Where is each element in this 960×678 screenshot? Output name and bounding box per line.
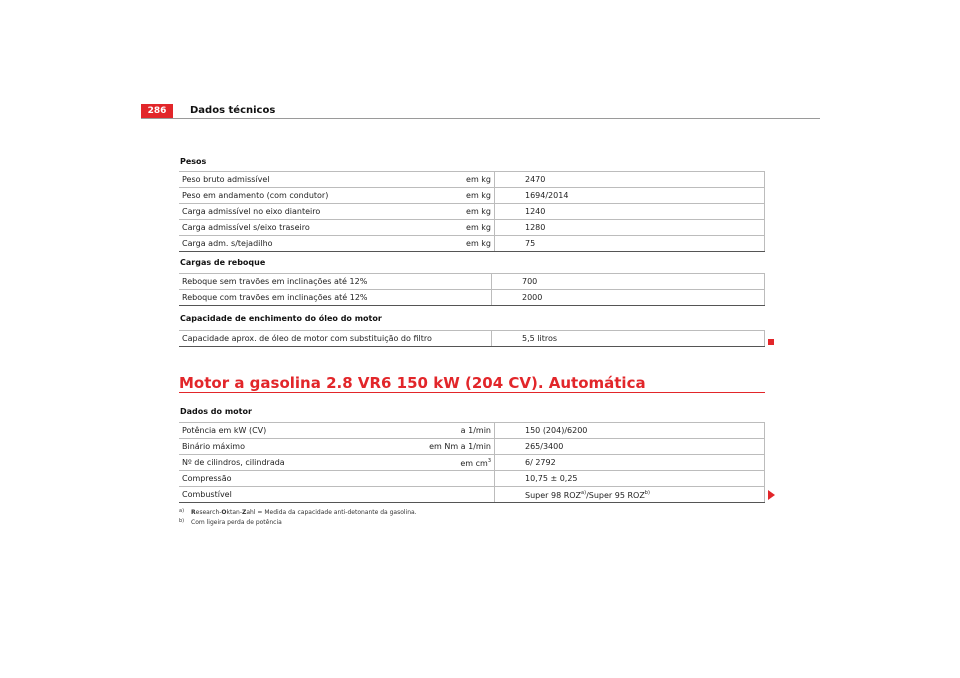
row-label: Carga admissível no eixo dianteiro bbox=[179, 204, 405, 220]
table-row bbox=[179, 487, 765, 503]
row-unit: em kg bbox=[405, 204, 495, 220]
row-unit: em kg bbox=[405, 172, 495, 188]
table-row bbox=[179, 471, 765, 487]
row-value: 1694/2014 bbox=[495, 188, 765, 204]
row-unit: em kg bbox=[405, 220, 495, 236]
continue-arrow-icon bbox=[768, 490, 775, 500]
fuel-value-b: /Super 95 ROZ bbox=[586, 490, 645, 500]
title-rule bbox=[179, 392, 765, 393]
page-number: 286 bbox=[141, 104, 173, 118]
footnote-emph: O bbox=[221, 509, 227, 516]
row-label: Peso bruto admissível bbox=[179, 172, 405, 188]
row-value: 2000 bbox=[492, 290, 765, 306]
row-label: Compressão bbox=[179, 471, 405, 487]
table-row bbox=[179, 331, 765, 347]
footnote-text: Com ligeira perda de potência bbox=[191, 519, 282, 526]
row-label: Carga adm. s/tejadilho bbox=[179, 236, 405, 252]
section-label-weights: Pesos bbox=[180, 157, 207, 166]
footnote-mark: b) bbox=[179, 518, 185, 524]
row-label: Capacidade aprox. de óleo de motor com substituição do filtro bbox=[179, 331, 492, 347]
fuel-value-a: Super 98 ROZ bbox=[525, 490, 582, 500]
unit-superscript: 3 bbox=[487, 457, 491, 464]
footnote-text: ktan- bbox=[226, 509, 243, 516]
row-value: 700 bbox=[492, 274, 765, 290]
table-row bbox=[179, 439, 765, 455]
row-unit: em kg bbox=[405, 188, 495, 204]
table-row bbox=[179, 455, 765, 471]
table-row bbox=[179, 188, 765, 204]
table-row bbox=[179, 220, 765, 236]
row-label: Peso em andamento (com condutor) bbox=[179, 188, 405, 204]
table-row bbox=[179, 204, 765, 220]
row-value: 265/3400 bbox=[495, 439, 765, 455]
row-unit: em kg bbox=[405, 236, 495, 252]
section-end-square-icon bbox=[768, 339, 774, 345]
motor-table bbox=[179, 422, 765, 503]
footnote-text: esearch- bbox=[195, 509, 222, 516]
table-row bbox=[179, 274, 765, 290]
section-label-towing: Cargas de reboque bbox=[180, 258, 266, 267]
footnote-b bbox=[179, 518, 282, 526]
row-label: Reboque sem travões em inclinações até 12% bbox=[179, 274, 492, 290]
row-value: 150 (204)/6200 bbox=[495, 423, 765, 439]
towing-table bbox=[179, 273, 765, 306]
row-value: 10,75 ± 0,25 bbox=[495, 471, 765, 487]
unit-text: em cm bbox=[460, 458, 488, 468]
page-title: Motor a gasolina 2.8 VR6 150 kW (204 CV). Automática bbox=[179, 374, 646, 392]
row-value: 1280 bbox=[495, 220, 765, 236]
footnote-emph: R bbox=[191, 509, 196, 516]
row-label: Carga admissível s/eixo traseiro bbox=[179, 220, 405, 236]
footnote-ref-b: b) bbox=[644, 489, 650, 496]
footnote-ref-a: a) bbox=[581, 489, 587, 496]
row-label: Combustível bbox=[179, 487, 405, 503]
table-row bbox=[179, 172, 765, 188]
row-value: 6/ 2792 bbox=[495, 455, 765, 471]
header-rule bbox=[141, 118, 820, 119]
row-label: Binário máximo bbox=[179, 439, 405, 455]
section-label-oil: Capacidade de enchimento do óleo do motor bbox=[180, 314, 382, 323]
row-unit: a 1/min bbox=[405, 423, 495, 439]
row-unit: em Nm a 1/min bbox=[405, 439, 495, 455]
footnote-a bbox=[179, 508, 417, 516]
row-unit bbox=[405, 471, 495, 487]
footnote-text: ahl = Medida da capacidade anti-detonante da gasolina. bbox=[246, 509, 417, 516]
footnote-emph: Z bbox=[242, 509, 247, 516]
row-unit bbox=[405, 455, 495, 471]
oil-table bbox=[179, 330, 765, 347]
row-value bbox=[495, 487, 765, 503]
row-value: 2470 bbox=[495, 172, 765, 188]
running-header: Dados técnicos bbox=[190, 105, 276, 116]
row-label: Nº de cilindros, cilindrada bbox=[179, 455, 405, 471]
row-label: Potência em kW (CV) bbox=[179, 423, 405, 439]
footnote-mark: a) bbox=[179, 508, 185, 514]
row-value: 75 bbox=[495, 236, 765, 252]
row-value: 1240 bbox=[495, 204, 765, 220]
row-value: 5,5 litros bbox=[492, 331, 765, 347]
table-row bbox=[179, 290, 765, 306]
row-label: Reboque com travões em inclinações até 12% bbox=[179, 290, 492, 306]
section-label-motor: Dados do motor bbox=[180, 407, 252, 416]
table-row bbox=[179, 423, 765, 439]
table-row bbox=[179, 236, 765, 252]
row-unit bbox=[405, 487, 495, 503]
weights-table bbox=[179, 171, 765, 252]
